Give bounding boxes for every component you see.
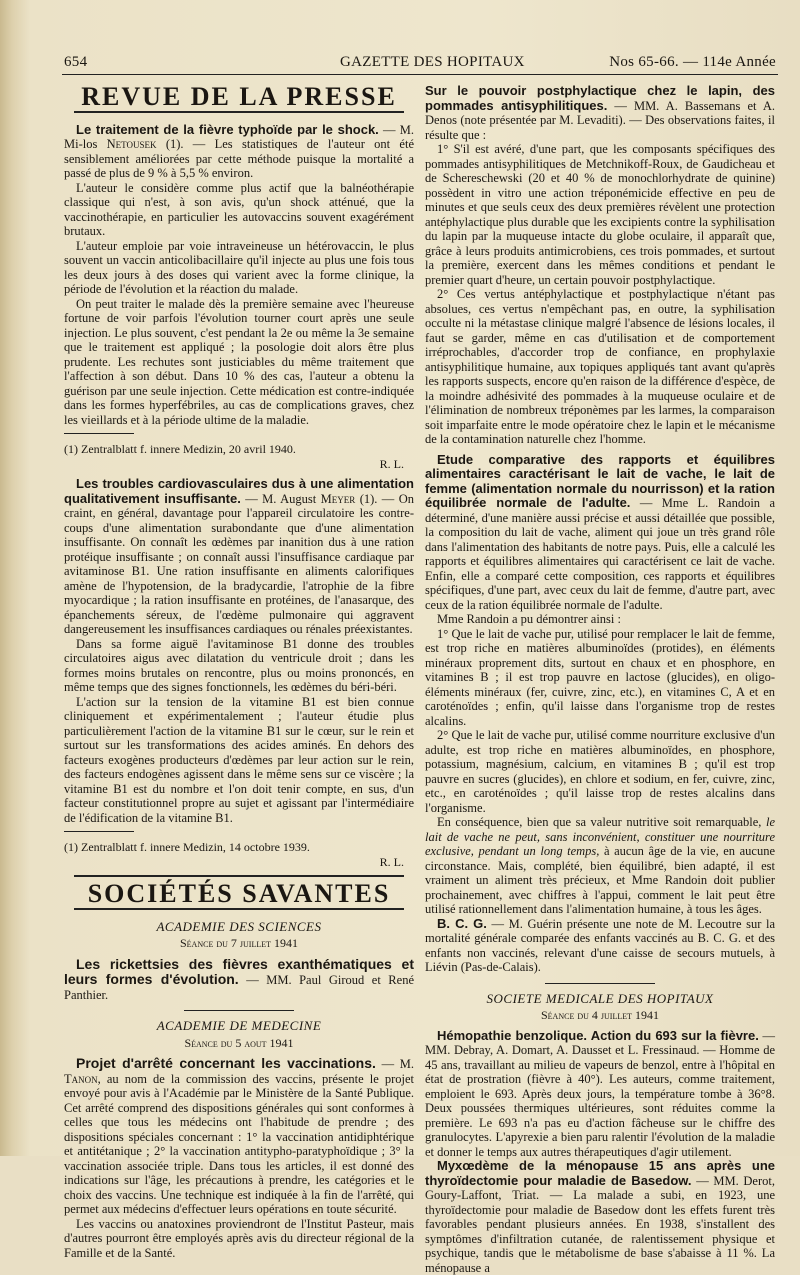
paragraph: Dans sa forme aiguë l'avitaminose B1 donne des troubles circulatoires aigus avec dilatation du ventricule droit ; dans les formes moins brutales on rencontre, plus ou moins prononcés, en même temps que des signes fonctionnels, les œdèmes du béri-béri. bbox=[64, 636, 414, 694]
paragraph: En conséquence, bien que sa valeur nutritive soit remarquable, le lait de vache ne peut, sans inconvénient, constituer une nourriture exclusive, pendant un long temps, à aucun âge de la vie, en aucune circonstance. Mais, complété, bien équilibré, bien adapté, il est vraiment un aliment très précieux, et Mme Randoin doit publier prochainement, avec chiffres à l'appui, comment le lait peut être utilisé rationnellement dans l'alimentation humaine, à tous les âges. bbox=[425, 815, 775, 916]
issue-number: Nos 65-66. — 114e Année bbox=[609, 54, 776, 70]
author-name: Meyer bbox=[320, 491, 356, 506]
seance-date: Séance du 4 juillet 1941 bbox=[541, 1008, 659, 1022]
article-postphylactique: Sur le pouvoir postphylactique chez le lapin, des pommades antisyphilitiques. — MM. A. Bassemans et A. Denos (note présentée par M. Levaditi). — Des observations faites, il résulte que : bbox=[425, 83, 775, 142]
article-etude-comparative: Etude comparative des rapports et équilibres alimentaires caractérisant le lait de vache, le lait de femme (alimentation normale du nourrisson) et la ration équilibrée normale de l'adulte. — Mme L. Randoin a déterminé, d'une manière aussi précise et aussi détaillée que possible, la composition du lait de vache, aliment qui joue un très grand rôle dans l'alimentation des habitants de notre pays. Puis, elle a calculé les rapports et équilibres alimentaires qui caractérisent ce lait de vache. Enfin, elle a comparé cette composition, ces rapports et équilibres spécifiques, d'une part, avec ceux du lait de femme, d'autre part, avec ceux de la ration équilibrée normale de l'adulte. bbox=[425, 451, 775, 612]
paragraph: L'action sur la tension de la vitamine B1 est bien connue cliniquement et expérimentalement ; l'auteur étudie plus particulièrement l'action de la vitamine B1 sur le cœur, sur le rein et surtout sur les transformations des acides aminés. En dehors des facteurs exogènes producteurs d'œdèmes par leur action sur le rein, des facteurs endogènes agissent dans le même sens sur ce viscère ; la vitamine B1 est du nombre et l'on doit tenir compte, en sus, d'un facteur constitutionnel propre au sujet et agissant par l'intermédiaire de l'édification de la vitamine B1. bbox=[64, 694, 414, 825]
journal-title: GAZETTE DES HOPITAUX bbox=[340, 54, 525, 70]
section-title-revue: REVUE DE LA PRESSE bbox=[81, 82, 397, 111]
paragraph: 2° Ces vertus antéphylactique et postphylactique n'étant pas absolues, ces vertus n'empêchant pas, en outre, la syphilisation occulte ni la métastase clinique malgré l'absence de lésions locales, il faut se garder, même en cas d'utilisation et de comportement irréprochables, d'accorder trop de confiance, en prophylaxie antisyphilitique humaine, aux topiques appliqués tant avant qu'après les rapports suspects, encore qu'en raison de la différence d'espèce, de la moindre adhésivité des pommades à la muqueuse oculaire et de l'élimination de nombreux tréponèmes par les larmes, la comparaison soit imparfaite entre le mode opératoire chez le lapin et le mécanisme de la contamination naturelle chez l'homme. bbox=[425, 287, 775, 446]
seance-date: Séance du 5 aout 1941 bbox=[184, 1035, 294, 1050]
paragraph: 1° S'il est avéré, d'une part, que les composants spécifiques des pommades antisyphilitiques de Metchnikoff-Roux, de Gaudicheau et de Schereschewski (20 et 40 % de monochlorhydrate de quinine) possèdent in vitro une action tréponémicide effective en peu de minutes et que seuls ceux des deux premières révèlent une protection antéphylactique plus durable que les excipients contre la syphilisation du lapin par la muqueuse intacte du globe oculaire, il apparaît que, grâce à leurs produits antimicrobiens, ces trois pommades, et surtout la première, exercent dans les mêmes conditions et pendant le premier quart d'heure, un certain pouvoir postphylactique. bbox=[425, 142, 775, 287]
paragraph: Mme Randoin a pu démontrer ainsi : bbox=[437, 612, 621, 626]
signature: R. L. bbox=[379, 456, 404, 471]
page-header bbox=[62, 52, 778, 75]
paragraph: 2° Que le lait de vache pur, utilisé comme nourriture exclusive d'un adulte, est trop riche en matières albuminoïdes, en phosphore, potassium, magnésium, calcium, en vitamines B ; qu'il est trop pauvre en sucres (glucides), en chlore et sodium, en fer, cuivre, zinc, etc., en caroténoïdes ; qu'il laisse trop de restes alcalins dans l'organisme. bbox=[425, 728, 775, 815]
article-hemopathie: Hémopathie benzolique. Action du 693 sur la fièvre. — MM. Debray, A. Domart, A. Dausset et L. Fressinaud. — Homme de 45 ans, travaillant au milieu de vapeurs de benzol, entre à l'hôpital en état de prostration (fièvre à 40°). Les auteurs, comme traitement, emploient le 693. Après deux jours, la température tombe à 36°8. Deux poussées thermiques ultérieures, sont réduites comme la première. Le 693 n'a pas eu d'action fâcheuse sur le chiffre des granulocytes. L'apyrexie a bien paru ralentir l'évolution de la maladie et donner le temps aux autres thérapeutiques d'agir utilement. bbox=[425, 1027, 776, 1159]
author-name: Tanon bbox=[64, 1071, 98, 1086]
paragraph: 1° Que le lait de vache pur, utilisé pour remplacer le lait de femme, est trop riche en matières albuminoïdes (protides), en éléments minéraux proprement dits, surtout en chaux et en phosphore, en vitamines B ; il est trop pauvre en lactose (glucides), en oligo-éléments minéraux (fer, cuivre, zinc, etc.), en vitamines C, A et en caroténoïdes ; enfin, qu'il laisse dans l'organisme trop de restes alcalins. bbox=[425, 626, 775, 728]
author-name: Netousek bbox=[106, 137, 157, 151]
paragraph: L'auteur le considère comme plus actif que la balnéothérapie classique qui n'est, à son avis, qu'un shock atténué, que la vaccinothérapie, en particulier les autovaccins souvent exagérément brutaux. bbox=[64, 180, 414, 238]
article-bcg: B. C. G. — M. Guérin présente une note de M. Lecoutre sur la mortalité générale comparée des enfants vaccinés au B. C. G. et des enfants non vaccinés, relevant d'une caisse de secours mutuels, à Liévin (Pas-de-Calais). bbox=[425, 915, 775, 974]
seance-date: Séance du 7 juillet 1941 bbox=[180, 936, 298, 950]
article-title: Projet d'arrêté concernant les vaccinations. bbox=[76, 1055, 376, 1071]
divider bbox=[74, 875, 404, 877]
left-column bbox=[64, 84, 414, 1260]
footnote-divider bbox=[64, 831, 134, 832]
article-vaccinations: Projet d'arrêté concernant les vaccinations. — M. Tanon, au nom de la commission des vaccins, présente le projet envoyé pour avis à l'Académie par le Ministère de la Santé Publique. Cet arrêté comprend des dispositions générales qui sont conformes à celles que tous les médecins ont l'habitude de prendre ; des dispositions spéciales concernant : 1° la vaccination antidiphtérique et antitétanique ; 2° la vaccination antitypho-paratyphoïdique ; 3° la vaccination associée triple. Dans tous les articles, il est donné des indications sur l'âge, les précautions à prendre, les catégories et le choix des vaccins. Une technique est indiquée à la fin de l'arrêté, qui permet aux médecins d'effectuer leurs opérations en toute sécurité. bbox=[64, 1055, 414, 1216]
page-number: 654 bbox=[64, 54, 88, 70]
article-troubles-cardio: Les troubles cardiovasculaires dus à une alimentation qualitativement insuffisante. — M. August Meyer (1). — On craint, en général, davantage pour l'appareil circulatoire les contre-coups d'une alimentation surabondante que d'une alimentation insuffisante. On connaît les œdèmes par inanition dus à une ration protéique insuffisante ; on connaît aussi l'insuffisance cardiaque par avitaminose B1. Une ration insuffisante en aliments calorifiques amène de l'hypotension, de la bradycardie, l'atrophie de la fibre myocardique ; la ration insuffisante en protéines, de l'anasarque, des épanchements séreux, de l'œdème pulmonaire qui aggravent dangereusement les insuffisances cardiaques ou rénales préexistantes. bbox=[64, 476, 414, 636]
footnote: (1) Zentralblatt f. innere Medizin, 14 octobre 1939. bbox=[64, 840, 310, 854]
academy-name: ACADEMIE DES SCIENCES bbox=[156, 918, 322, 934]
signature: R. L. bbox=[379, 854, 404, 869]
article-title: B. C. G. bbox=[437, 915, 487, 931]
right-column bbox=[425, 84, 775, 1275]
article-title: Myxœdème de la ménopause 15 ans après une thyroïdectomie pour maladie de Basedow. bbox=[425, 1158, 775, 1188]
article-typhoide: Le traitement de la fièvre typhoïde par le shock. — M. Mi-los Netousek (1). — Les statistiques de l'auteur ont été sensiblement améliorées par cette méthode puisque la mortalité a passé de plus de 9 % à 5,5 % environ. bbox=[64, 121, 414, 180]
footnote: (1) Zentralblatt f. innere Medizin, 20 avril 1940. bbox=[64, 442, 296, 456]
article-rickettsies: Les rickettsies des fièvres exanthématiques et leurs formes d'évolution. — MM. Paul Giroud et René Panthier. bbox=[64, 955, 414, 1002]
footnote-divider bbox=[64, 433, 134, 434]
article-title: Etude comparative des rapports et équilibres alimentaires caractérisant le lait de vache, le lait de femme (alimentation normale du nourrisson) et la ration équilibrée normale de l'adulte. bbox=[425, 451, 775, 510]
divider bbox=[184, 1010, 294, 1011]
paragraph: L'auteur emploie par voie intraveineuse un hétérovaccin, le plus souvent un vaccin anticolibacillaire qu'il injecte au plus une fois tous les deux jours à des doses qui varient avec la forme clinique, la période de l'évolution et la réaction du malade. bbox=[64, 238, 414, 296]
article-title: Le traitement de la fièvre typhoïde par le shock. bbox=[76, 121, 379, 137]
article-title: Hémopathie benzolique. Action du 693 sur la fièvre. bbox=[437, 1027, 759, 1043]
academy-name: ACADEMIE DE MEDECINE bbox=[156, 1018, 322, 1033]
paragraph: On peut traiter le malade dès la première semaine avec l'heureuse fortune de voir parfois l'évolution tourner court après une seule injection. Le plus souvent, c'est pendant la 2e ou même la 3e semaine que le traitement est appliqué ; la posologie doit alors être plus prudente. Les rechutes sont justiciables du même traitement que l'affection à son début. Dans 10 % des cas, l'auteur a obtenu la guérison par une seule injection. Cette médication est contre-indiquée dans les formes hyperfébriles, au cas de complications graves, chez les vieillards et à la période ultime de la maladie. bbox=[64, 296, 414, 427]
society-name: SOCIETE MEDICALE DES HOPITAUX bbox=[486, 990, 714, 1006]
paragraph: Les vaccins ou anatoxines proviendront de l'Institut Pasteur, mais d'autres pourront être employés après avis du directeur régional de la Famille et de la Santé. bbox=[64, 1216, 414, 1260]
divider bbox=[545, 983, 655, 984]
section-title-societes: SOCIÉTÉS SAVANTES bbox=[87, 879, 391, 908]
article-title: Les troubles cardiovasculaires dus à une alimentation qualitativement insuffisante. bbox=[64, 476, 414, 506]
article-myxoedeme: Myxœdème de la ménopause 15 ans après une thyroïdectomie pour maladie de Basedow. — MM. Derot, Goury-Laffont, Triat. — La malade a subi, en 1923, une thyroïdectomie pour maladie de Basedow dont les effets furent très favorables pendant plusieurs années. En 1938, s'installent des symptômes d'infiltration cutanée, de ralentissement physique et psychique, tandis que le métabolisme de base s'abaisse à 11 %. La ménopause a bbox=[425, 1158, 775, 1275]
article-title: Sur le pouvoir postphylactique chez le lapin, des pommades antisyphilitiques. bbox=[425, 83, 775, 113]
article-title: Les rickettsies des fièvres exanthématiques et leurs formes d'évolution. bbox=[64, 955, 414, 987]
